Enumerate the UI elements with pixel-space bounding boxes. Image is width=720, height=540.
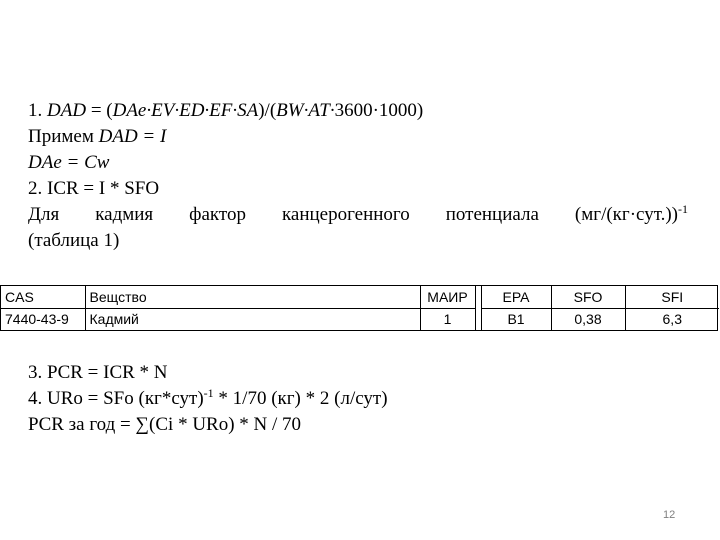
table-reference: (таблица 1) — [28, 230, 120, 251]
page-number: 12 — [663, 509, 676, 521]
word: кадмия — [95, 204, 154, 225]
word: Для — [28, 204, 60, 225]
header-substance: Вещство — [85, 286, 420, 308]
formula-pcr-year: PCR за год = ∑(Ci * URo) * N / 70 — [28, 414, 302, 435]
dae-line — [28, 150, 688, 176]
table-header-row — [1, 286, 719, 308]
cadmium-factor-line — [28, 202, 688, 228]
formulas-bottom — [28, 360, 388, 438]
formula-part: 4. URo = SFo (кг*сут) — [28, 388, 204, 409]
cell-cas: 7440-43-9 — [1, 308, 85, 330]
cell-epa: B1 — [481, 308, 551, 330]
formula-part: = ( — [86, 100, 113, 121]
cell-sfo: 0,38 — [551, 308, 625, 330]
formula-exponent: -1 — [203, 386, 214, 400]
assumption-formula: DAD = I — [98, 126, 167, 147]
word: фактор — [189, 204, 246, 225]
header-sfi: SFI — [625, 286, 719, 308]
assumption-line — [28, 124, 688, 150]
substance-table — [0, 285, 718, 331]
formula-uro — [28, 386, 388, 412]
header-cas: CAS — [1, 286, 85, 308]
word: канцерогенного — [281, 204, 410, 225]
cell-iarc: 1 — [420, 308, 475, 330]
unit-text: (мг/(кг·сут.)) — [574, 204, 678, 225]
header-sfo: SFO — [551, 286, 625, 308]
formula-part: * 1/70 (кг) * 2 (л/сут) — [213, 388, 388, 409]
formula-part: DAD — [47, 100, 87, 121]
formula-dad — [28, 98, 688, 124]
formula-icr: 2. ICR = I * SFO — [28, 178, 160, 199]
unit — [575, 202, 688, 228]
dae-formula: DAe = Cw — [28, 152, 110, 173]
formulas-top — [28, 98, 688, 254]
formula-part: BW·AT· — [276, 100, 335, 121]
header-epa: EPA — [481, 286, 551, 308]
unit-exponent: -1 — [677, 202, 688, 216]
word: потенциала — [445, 204, 539, 225]
cell-substance: Кадмий — [85, 308, 420, 330]
formula-number: 1. — [28, 100, 47, 121]
header-iarc: МАИР — [420, 286, 475, 308]
substance-table-grid — [1, 286, 719, 330]
assumption-text: Примем — [28, 126, 99, 147]
formula-part: DAe·EV·ED·EF·SA — [112, 100, 259, 121]
table-row — [1, 308, 719, 330]
cell-sfi: 6,3 — [625, 308, 719, 330]
formula-part: 3600·1000) — [334, 100, 424, 121]
formula-part: )/( — [258, 100, 277, 121]
formula-pcr: 3. PCR = ICR * N — [28, 362, 168, 383]
